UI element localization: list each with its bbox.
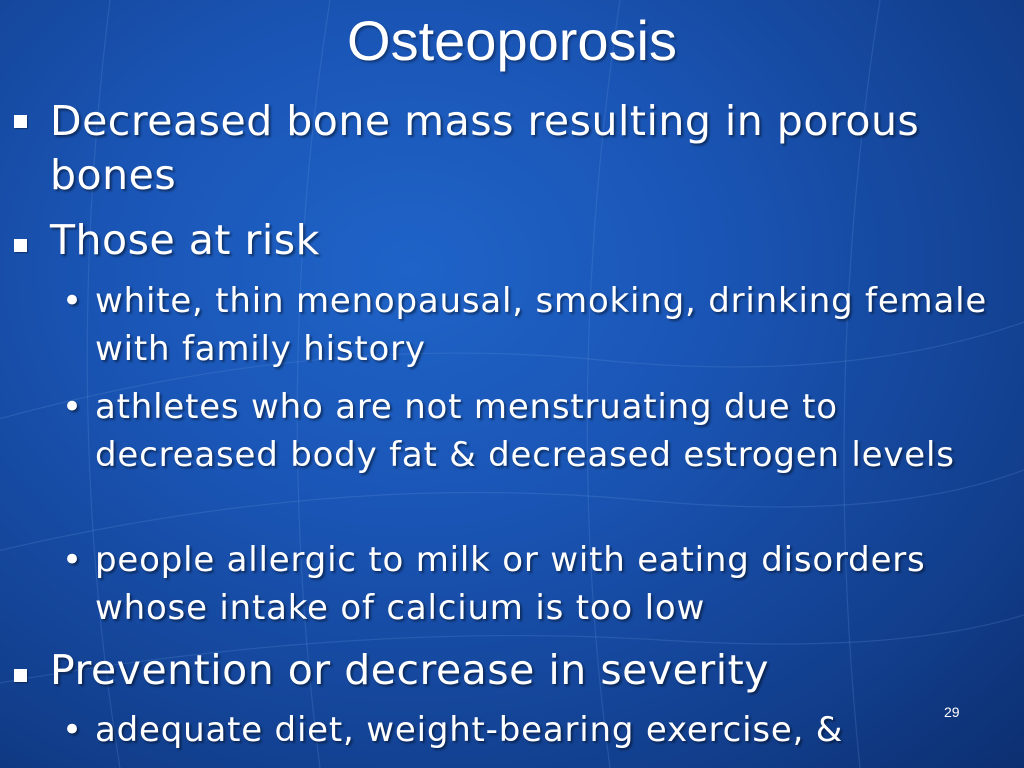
slide-number: 29: [944, 704, 960, 720]
dot-bullet-icon: •: [62, 710, 83, 750]
sub-bullet-item: white, thin menopausal, smoking, drinking female with family history: [95, 281, 988, 369]
square-bullet-icon: [14, 669, 27, 682]
dot-bullet-icon: •: [62, 387, 83, 427]
bullet-item: Prevention or decrease in severity: [50, 646, 769, 694]
square-bullet-icon: [14, 239, 27, 252]
bullet-item: Decreased bone mass resulting in porous bones: [50, 97, 920, 199]
sub-bullet-item: athletes who are not menstruating due to decreased body fat & decreased estrogen levels: [95, 387, 955, 475]
sub-bullet-item: adequate diet, weight-bearing exercise, &: [95, 710, 844, 750]
square-bullet-icon: [14, 115, 27, 128]
bullet-item: Those at risk: [50, 216, 320, 264]
slide-title: Osteoporosis: [347, 9, 677, 72]
sub-bullet-item: people allergic to milk or with eating disorders whose intake of calcium is too low: [95, 540, 926, 628]
dot-bullet-icon: •: [62, 540, 83, 580]
dot-bullet-icon: •: [62, 281, 83, 321]
